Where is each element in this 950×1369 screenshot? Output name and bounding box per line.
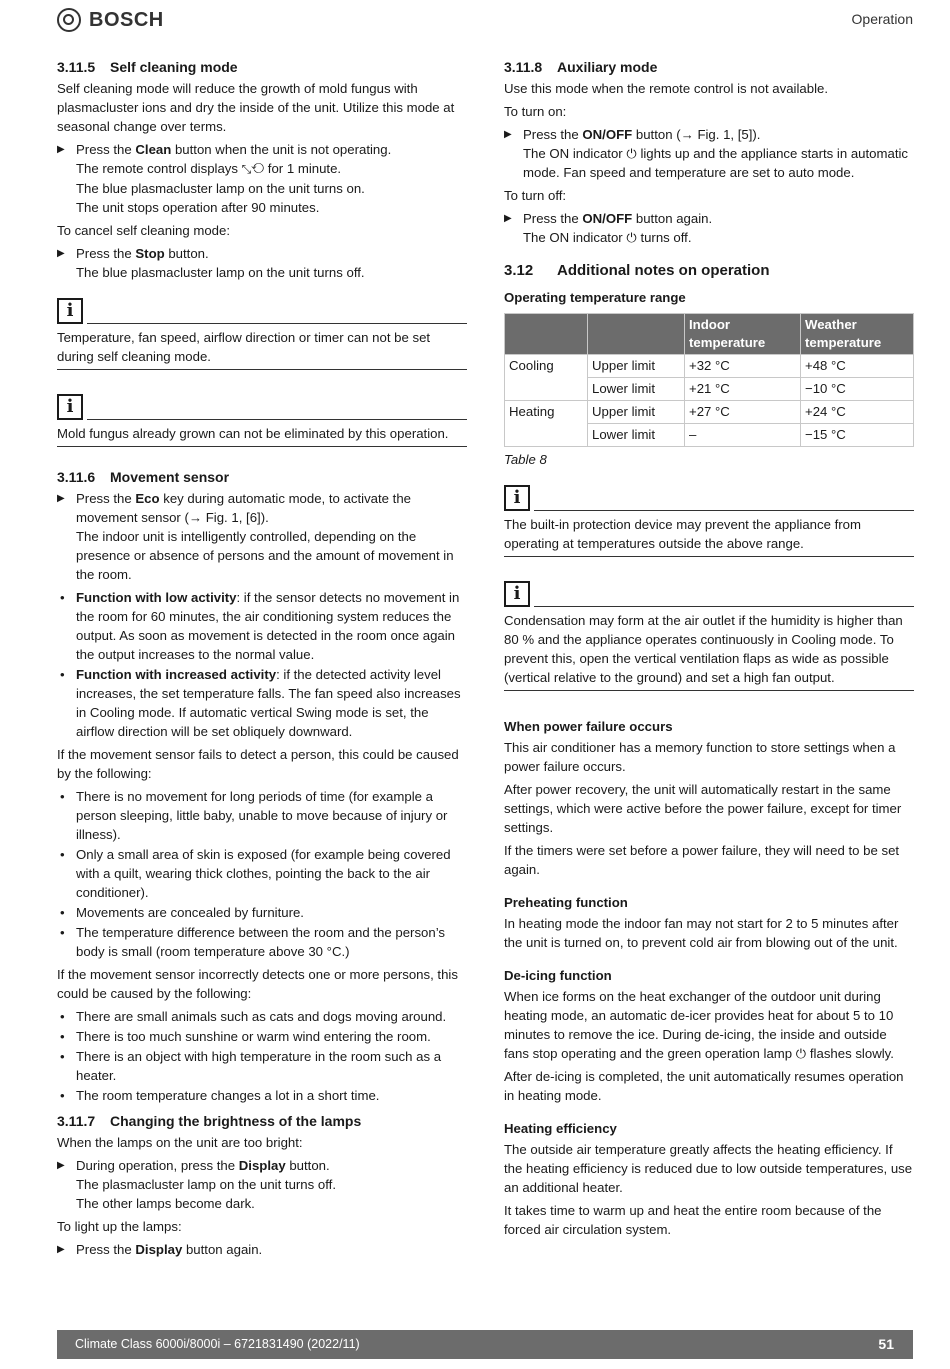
- note-text: The built-in protection device may prevent the appliance from operating at temperatures outside the above range.: [504, 517, 861, 551]
- instruction-step: ▶ Press the ON/OFF button (→ Fig. 1, [5]). The ON indicator ⏻ lights up and the appliance starts in automatic mode. Fan speed and temperature are set to auto mode.: [504, 125, 914, 182]
- section-heading-3-11-5: 3.11.5 Self cleaning mode: [57, 59, 238, 75]
- table-header-cell: Indoor temperature: [685, 314, 801, 355]
- section-heading-3-11-7: 3.11.7 Changing the brightness of the lamps: [57, 1113, 362, 1129]
- paragraph: To light up the lamps:: [57, 1219, 182, 1234]
- list-item: • There is too much sunshine or warm wind entering the room.: [57, 1027, 467, 1046]
- paragraph: To cancel self cleaning mode:: [57, 223, 231, 238]
- table-cell: +27 °C: [685, 401, 801, 424]
- instruction-step: ▶ Press the Clean button when the unit is not operating. The remote control displays ⤡⟲ for 1 minute. The blue plasmacluster lamp on the unit turns on. The unit stops operation after 90 minutes.: [57, 140, 467, 217]
- list-item: • There is no movement for long periods of time (for example a person sleeping, little baby, unable to move because of injury or illness).: [57, 787, 467, 844]
- list-item: • Movements are concealed by furniture.: [57, 903, 467, 922]
- table-cell: +32 °C: [685, 355, 801, 378]
- page-header: [0, 0, 950, 40]
- instruction-step: ▶ During operation, press the Display button. The plasmacluster lamp on the unit turns off. The other lamps become dark.: [57, 1156, 467, 1213]
- table-row: [505, 401, 914, 424]
- paragraph: To turn on:: [504, 104, 567, 119]
- paragraph: If the timers were set before a power failure, they will need to be set again.: [504, 843, 900, 877]
- table-caption: Table 8: [504, 452, 547, 467]
- table-title: Operating temperature range: [504, 290, 686, 305]
- footer-text: Climate Class 6000i/8000i – 6721831490 (2022/11): [75, 1337, 360, 1351]
- table-cell: Heating: [505, 401, 588, 447]
- temperature-range-table: [504, 313, 914, 447]
- self-clean-display-icon: ⤡⟲: [241, 162, 265, 176]
- instruction-step: ▶ Press the ON/OFF button again. The ON indicator ⏻ turns off.: [504, 209, 914, 247]
- section-label: Operation: [851, 11, 913, 27]
- table-cell: +48 °C: [801, 355, 914, 378]
- instruction-step: ▶ Press the Eco key during automatic mode, to activate the movement sensor (→ Fig. 1, [6]). The indoor unit is intelligently controlled, depending on the presence or absence of persons and the amount of movement in the room.: [57, 489, 467, 584]
- info-note: [57, 390, 467, 447]
- bosch-logo-icon: [57, 8, 81, 32]
- list-item: • There is an object with high temperature in the room such as a heater.: [57, 1047, 467, 1085]
- table-cell: Upper limit: [588, 355, 685, 378]
- paragraph: The outside air temperature greatly affects the heating efficiency. If the heating efficiency is reduced due to low outside temperatures, use an additional heater.: [504, 1142, 913, 1195]
- table-cell: −10 °C: [801, 378, 914, 401]
- list-item: • Only a small area of skin is exposed (for example being covered with a quilt, wearing thick clothes, pointing the back to the air conditioner).: [57, 845, 467, 902]
- table-cell: Lower limit: [588, 424, 685, 447]
- table-cell: +24 °C: [801, 401, 914, 424]
- instruction-step: ▶ Press the Stop button. The blue plasmacluster lamp on the unit turns off.: [57, 244, 467, 282]
- list-item: • Function with increased activity: if the detected activity level increases, the set temperature falls. The fan speed also increases in Cooling mode. If automatic vertical Swing mode is set, the airflow direction will be set obliquely downward.: [57, 665, 467, 741]
- table-cell: −15 °C: [801, 424, 914, 447]
- info-icon: i: [504, 581, 530, 607]
- paragraph: To turn off:: [504, 188, 567, 203]
- table-header-cell: Weather temperature: [801, 314, 914, 355]
- table-cell: Upper limit: [588, 401, 685, 424]
- paragraph: When the lamps on the unit are too bright:: [57, 1135, 303, 1150]
- subheading: Preheating function: [504, 895, 628, 910]
- subheading: De-icing function: [504, 968, 612, 983]
- paragraph: After power recovery, the unit will automatically restart in the same settings, which were active before the power failure, except for timer settings.: [504, 782, 902, 835]
- paragraph: If the movement sensor incorrectly detects one or more persons, this could be caused by the following:: [57, 967, 458, 1001]
- table-header-cell: [588, 314, 685, 355]
- bosch-logo: [57, 8, 164, 32]
- info-note: [504, 481, 914, 557]
- paragraph: In heating mode the indoor fan may not start for 2 to 5 minutes after the unit is turned on, to prevent cold air from blowing out of the unit.: [504, 916, 899, 950]
- paragraph: After de-icing is completed, the unit automatically resumes operation in heating mode.: [504, 1069, 904, 1103]
- table-cell: Cooling: [505, 355, 588, 401]
- info-note: [57, 294, 467, 370]
- list-item: • Function with low activity: if the sensor detects no movement in the room for 60 minutes, the air conditioning system reduces the output. As soon as movement is detected in the room once again the output increases to the normal value.: [57, 588, 467, 664]
- paragraph: It takes time to warm up and heat the entire room because of the forced air circulation system.: [504, 1203, 882, 1237]
- note-text: Temperature, fan speed, airflow direction or timer can not be set during self cleaning mode.: [57, 330, 431, 364]
- instruction-step: ▶ Press the Display button again.: [57, 1240, 467, 1259]
- section-heading-3-11-8: 3.11.8 Auxiliary mode: [504, 59, 658, 75]
- list-item: • There are small animals such as cats and dogs moving around.: [57, 1007, 467, 1026]
- paragraph: If the movement sensor fails to detect a person, this could be caused by the following:: [57, 747, 459, 781]
- table-cell: –: [685, 424, 801, 447]
- list-item: • The room temperature changes a lot in a short time.: [57, 1086, 467, 1105]
- list-item: • The temperature difference between the room and the person’s body is small (room temperature above 30 °C.): [57, 923, 467, 961]
- page-footer: [57, 1330, 913, 1359]
- info-icon: i: [57, 298, 83, 324]
- section-heading-3-12: 3.12 Additional notes on operation: [504, 262, 770, 279]
- table-row: [505, 355, 914, 378]
- left-column: [57, 57, 467, 1263]
- paragraph: This air conditioner has a memory function to store settings when a power failure occurs.: [504, 740, 896, 774]
- table-cell: Lower limit: [588, 378, 685, 401]
- table-header-cell: [505, 314, 588, 355]
- page-number: 51: [878, 1336, 894, 1352]
- paragraph: Self cleaning mode will reduce the growth of mold fungus with plasmacluster ions and dry the inside of the unit. Utilize this mode at seasonal change over terms.: [57, 81, 455, 134]
- info-icon: i: [504, 485, 530, 511]
- info-icon: i: [57, 394, 83, 420]
- note-text: Mold fungus already grown can not be eliminated by this operation.: [57, 426, 449, 441]
- note-text: Condensation may form at the air outlet if the humidity is higher than 80 % and the appliance operates continuously in Cooling mode. To prevent this, open the vertical ventilation flaps as wide as possible (vertical relative to the ground) and set a high fan output.: [504, 613, 903, 685]
- right-column: [504, 57, 914, 1243]
- info-note: [504, 577, 914, 691]
- paragraph: Use this mode when the remote control is not available.: [504, 81, 828, 96]
- table-cell: +21 °C: [685, 378, 801, 401]
- table-header-row: [505, 314, 914, 355]
- subheading: When power failure occurs: [504, 719, 673, 734]
- paragraph: When ice forms on the heat exchanger of the outdoor unit during heating mode, an automatic de-icer provides heat for about 5 to 10 minutes to remove the ice. During de-icing, the inside and outside fans stop operating and the green operation lamp ⏻ flashes slowly.: [504, 989, 894, 1061]
- subheading: Heating efficiency: [504, 1121, 617, 1136]
- section-heading-3-11-6: 3.11.6 Movement sensor: [57, 469, 230, 485]
- brand-name: BOSCH: [89, 8, 164, 31]
